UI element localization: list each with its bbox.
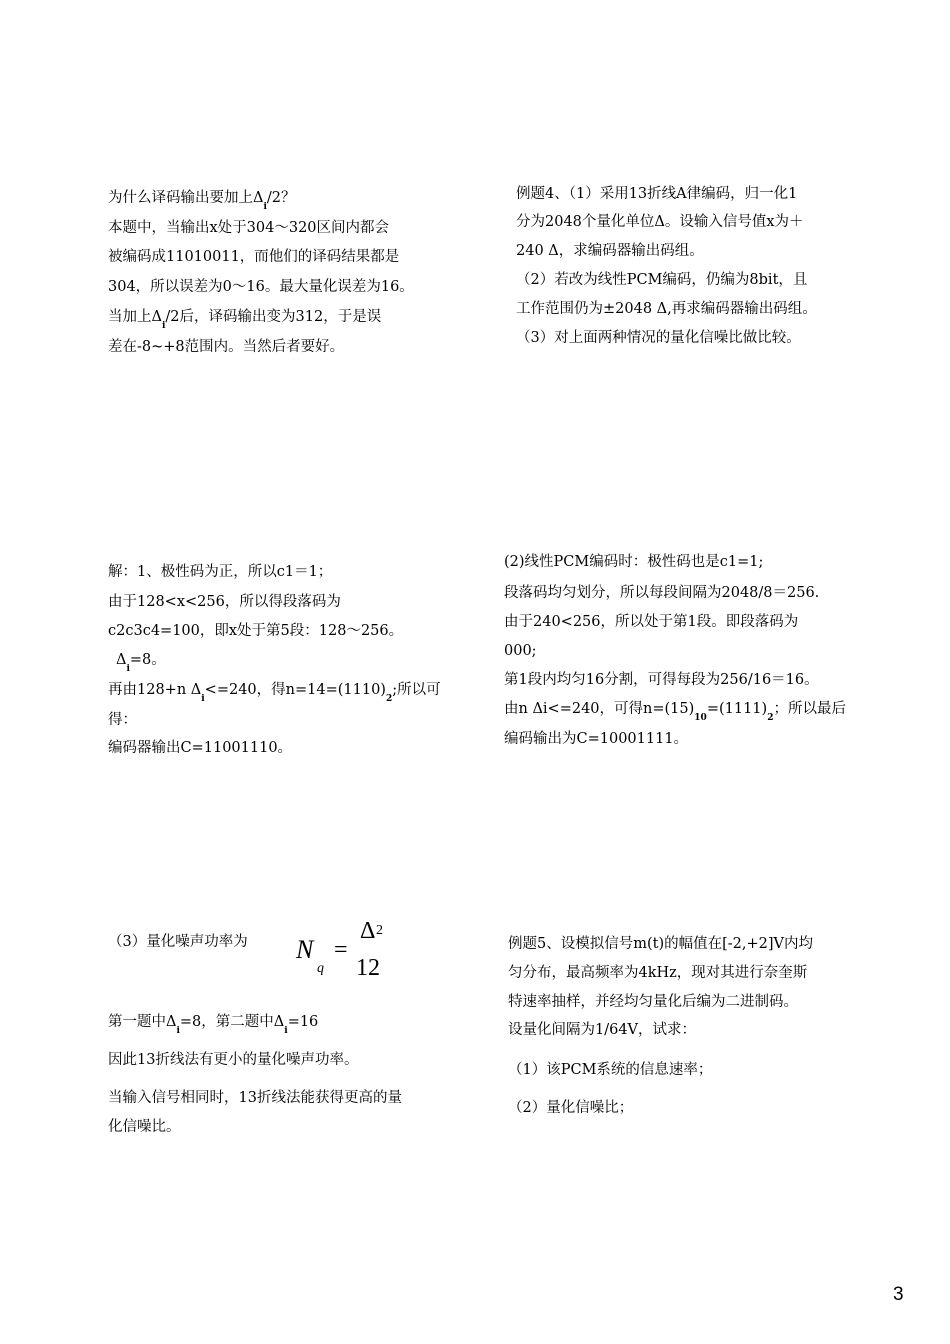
text-line: 解：1、极性码为正，所以c1＝1；: [108, 564, 333, 580]
text-line: 得：: [108, 712, 137, 728]
formula-symbol: N: [296, 935, 314, 964]
page-number: 3: [893, 1284, 904, 1305]
text-line: c2c3c4=100，即x处于第5段：128～256。: [108, 623, 404, 639]
text-line: 再由128+n $\Delta_i<=240$，得$n=14=(1110)_2$;所以可: [108, 682, 441, 704]
formula-exponent: 2: [376, 923, 383, 938]
text-line: 000;: [504, 643, 537, 659]
text-line: $\Delta_i=8$。: [116, 652, 166, 674]
text-line: （2）若改为线性PCM编码，仍编为8bit，且: [516, 272, 808, 288]
text-line: 240 Δ，求编码器输出码组。: [516, 243, 704, 259]
text-line: （3）量化噪声功率为: [108, 934, 248, 950]
formula-subscript: q: [317, 961, 324, 976]
text-line: 化信噪比。: [108, 1119, 181, 1135]
text-line: 本题中，当输出x处于304～320区间内都会: [108, 220, 390, 236]
text-line: 编码输出为C=10001111。: [504, 731, 689, 747]
text-line: （1）该PCM系统的信息速率；: [508, 1062, 713, 1078]
text-line: 第一题中$\Delta_i=8$，第二题中$\Delta_i=16$: [108, 1014, 319, 1036]
text-line: 特速率抽样，并经均匀量化后编为二进制码。: [508, 994, 798, 1010]
text-line: 差在-8~+8范围内。当然后者要好。: [108, 339, 345, 355]
text-line: 304，所以误差为0～16。最大量化误差为16。: [108, 279, 414, 295]
text-line: 被编码成11010011，而他们的译码结果都是: [108, 249, 400, 265]
text-line: 设量化间隔为1/64V，试求：: [508, 1022, 697, 1038]
formula-equals: =: [334, 937, 348, 963]
text-line: 例题4、（1）采用13折线A律编码，归一化1: [516, 186, 798, 202]
text-line: 工作范围仍为±2048 Δ,再求编码器输出码组。: [516, 301, 817, 317]
text-line: 例题5、设模拟信号m(t)的幅值在[-2,+2]V内均: [508, 936, 814, 952]
text-line: 第1段内均匀16分割，可得每段为256/16＝16。: [504, 672, 819, 688]
text-line: （3）对上面两种情况的量化信噪比做比较。: [516, 330, 801, 346]
text-line: 由n Δi<=240，可得$n=(15)_{10}=(1111)_2$；所以最后: [504, 701, 846, 723]
text-line: 由于128<x<256，所以得段落码为: [108, 594, 341, 610]
formula-denominator: 12: [356, 955, 380, 981]
text-line: （2）量化信噪比；: [508, 1100, 634, 1116]
text-line: 当输入信号相同时，13折线法能获得更高的量: [108, 1090, 402, 1106]
text-line: 编码器输出C=11001110。: [108, 740, 293, 756]
text-line: 由于240<256，所以处于第1段。即段落码为: [504, 614, 799, 630]
text-line: 分为2048个量化单位Δ。设输入信号值x为＋: [516, 214, 804, 230]
text-line: 段落码均匀划分，所以每段间隔为2048/8＝256.: [504, 585, 820, 601]
formula-numerator: Δ: [360, 918, 376, 944]
text-line: 当加上$\Delta_i/2$后，译码输出变为312，于是误: [108, 309, 382, 331]
text-line: (2)线性PCM编码时：极性码也是c1=1;: [504, 554, 764, 570]
text-line: 匀分布，最高频率为4kHz，现对其进行奈奎斯: [508, 965, 808, 981]
text-line: 为什么译码输出要加上$\Delta_i/2$？: [108, 190, 296, 212]
text-line: 因此13折线法有更小的量化噪声功率。: [108, 1052, 359, 1068]
